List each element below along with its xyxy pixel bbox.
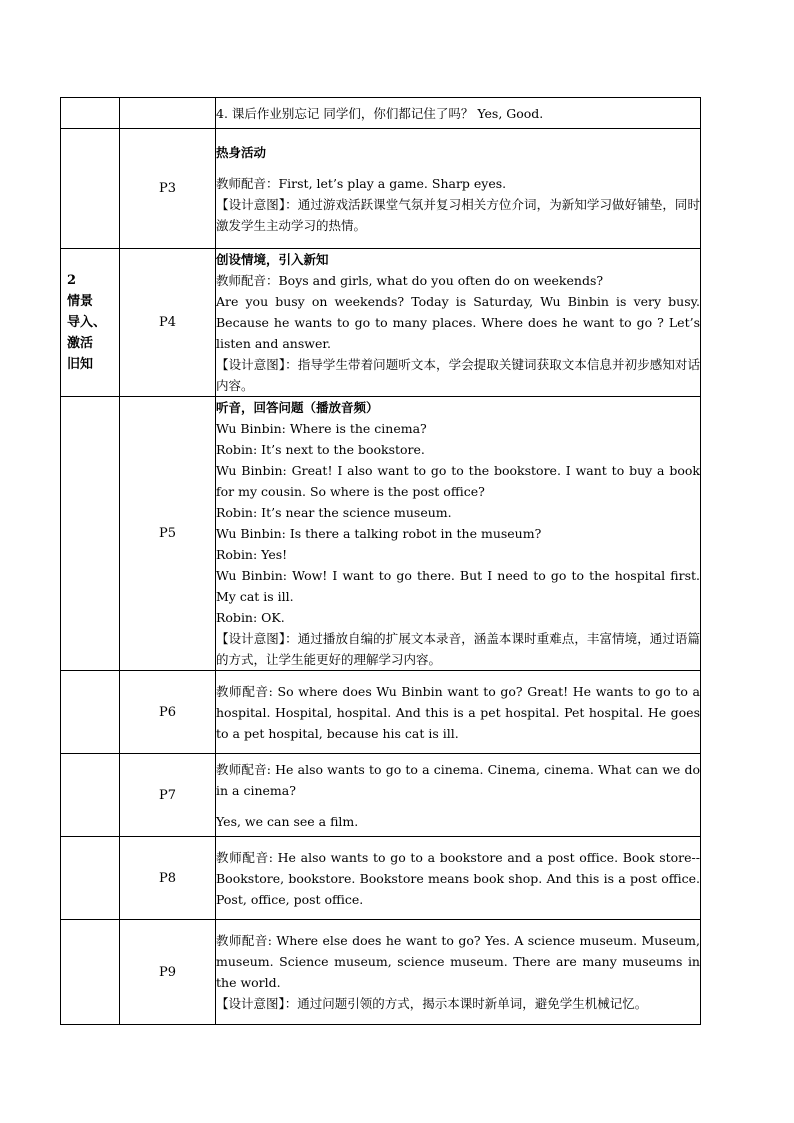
design-intent: 【设计意图】：通过游戏活跃课堂气氛并复习相关方位介词，为新知学习做好铺垫，同时激发学生主动学习的热情。 <box>216 196 700 233</box>
dialogue-line: Wu Binbin: Wow! I want to go there. But I need to go to the hospital first. My cat is ill. <box>216 568 700 604</box>
dialogue-line: Robin: It’s next to the bookstore. <box>216 442 425 457</box>
page-cell: P7 <box>120 754 216 837</box>
content-line: 教师配音: He also wants to go to a bookstore and a post office. Book store--Bookstore, bookstore. Bookstore means book shop. And this is a post office. Post, office, post office. <box>216 849 700 907</box>
dialogue-line: Robin: It’s near the science museum. <box>216 505 452 520</box>
section-cell <box>61 98 120 129</box>
dialogue-line: Robin: Yes! <box>216 547 288 562</box>
content-line: 教师配音：First, let’s play a game. Sharp eyes. <box>216 175 507 191</box>
table-row <box>61 98 701 129</box>
content-line: 4. 课后作业别忘记 同学们，你们都记住了吗？ Yes, Good. <box>216 105 544 121</box>
section-cell <box>61 397 120 671</box>
table-row <box>61 671 701 754</box>
design-intent: 【设计意图】：通过问题引领的方式，揭示本课时新单词，避免学生机械记忆。 <box>216 996 648 1011</box>
dialogue-line: Wu Binbin: Great! I also want to go to the bookstore. I want to buy a book for my cousin. So where is the post office? <box>216 463 700 499</box>
content-line: 教师配音: Where else does he want to go? Yes. A science museum. Museum, museum. Science museum, science museum. There are many museums in the world. <box>216 933 700 990</box>
table-row <box>61 129 701 249</box>
dialogue-line: Robin: OK. <box>216 610 285 625</box>
page-cell: P3 <box>120 129 216 249</box>
content-cell <box>216 397 701 671</box>
design-intent: 【设计意图】：通过播放自编的扩展文本录音，涵盖本课时重难点，丰富情境，通过语篇的方式，让学生能更好的理解学习内容。 <box>216 631 700 667</box>
table-row <box>61 397 701 671</box>
section-cell <box>61 754 120 837</box>
content-cell <box>216 671 701 754</box>
lesson-plan-table <box>60 97 701 1025</box>
page-cell: P8 <box>120 837 216 920</box>
content-heading: 创设情境，引入新知 <box>216 252 329 267</box>
content-heading: 热身活动 <box>216 144 267 160</box>
section-cell <box>61 249 120 397</box>
content-line: Yes, we can see a film. <box>216 813 359 829</box>
design-intent: 【设计意图】：指导学生带着问题听文本，学会提取关键词获取文本信息并初步感知对话内容。 <box>216 357 700 393</box>
content-line: 教师配音: So where does Wu Binbin want to go? Great! He wants to go to a hospital. Hospital, hospital. And this is a pet hospital. Pet hospital. He goes to a pet hospital, because his cat is ill. <box>216 683 700 741</box>
table-row <box>61 249 701 397</box>
table-row <box>61 920 701 1025</box>
page-cell: P6 <box>120 671 216 754</box>
page-cell <box>120 98 216 129</box>
content-cell <box>216 837 701 920</box>
section-cell <box>61 837 120 920</box>
section-cell <box>61 920 120 1025</box>
content-cell <box>216 754 701 837</box>
content-heading: 听音，回答问题（播放音频） <box>216 400 379 415</box>
page-cell: P5 <box>120 397 216 671</box>
content-line: 教师配音: He also wants to go to a cinema. Cinema, cinema. What can we do in a cinema? <box>216 761 700 798</box>
table-row <box>61 837 701 920</box>
content-cell <box>216 129 701 249</box>
section-cell <box>61 129 120 249</box>
dialogue-line: Wu Binbin: Where is the cinema? <box>216 421 427 436</box>
content-cell <box>216 249 701 397</box>
content-line: 教师配音：Boys and girls, what do you often do on weekends? <box>216 273 604 288</box>
content-line: Are you busy on weekends? Today is Saturday, Wu Binbin is very busy. Because he wants to go to many places. Where does he want to go ? Let’s listen and answer. <box>216 294 700 351</box>
table-row <box>61 754 701 837</box>
dialogue-line: Wu Binbin: Is there a talking robot in the museum? <box>216 526 542 541</box>
section-label: 2 情景 导入、 激活 旧知 <box>67 273 107 372</box>
page-cell: P9 <box>120 920 216 1025</box>
content-cell <box>216 920 701 1025</box>
page-cell: P4 <box>120 249 216 397</box>
content-cell <box>216 98 701 129</box>
section-cell <box>61 671 120 754</box>
